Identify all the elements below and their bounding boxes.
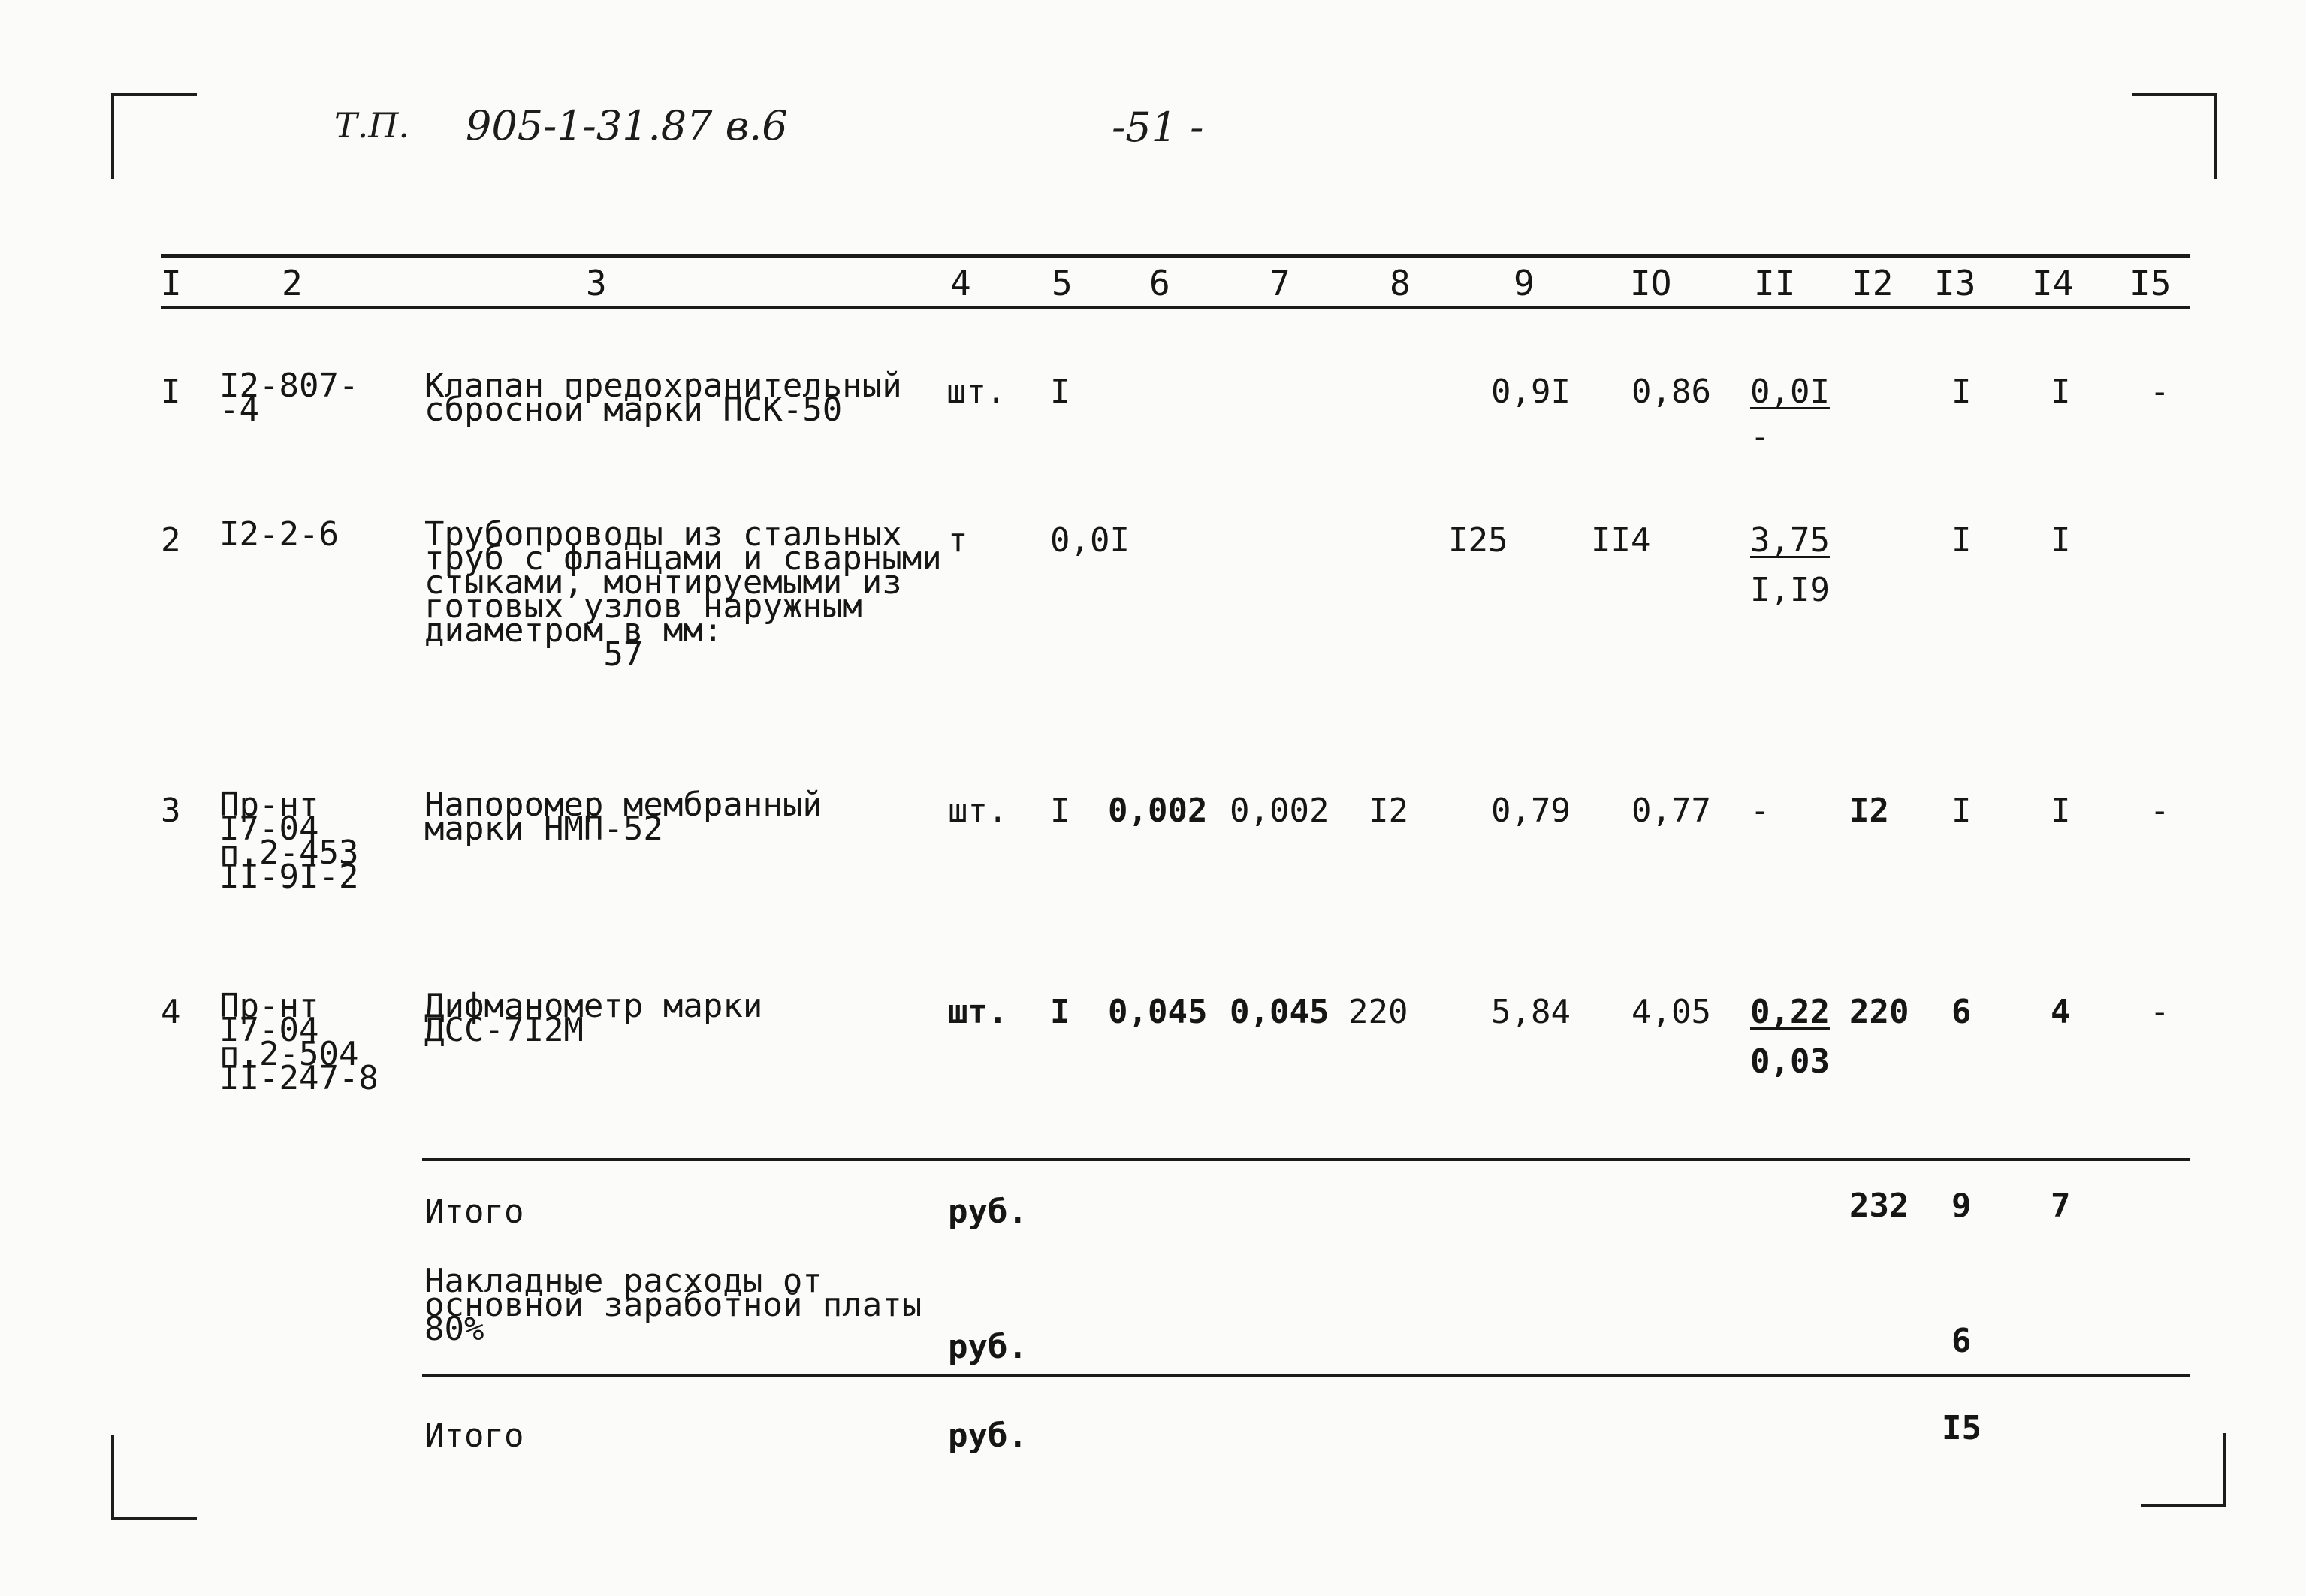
grand-total-c13: I5 [1942, 1409, 1982, 1447]
corner-mark-bottom-left [111, 1435, 197, 1520]
row-c5: I [1050, 993, 1070, 1031]
row-c8: I2 [1369, 792, 1408, 830]
row-code: Пр-нт I7-04 п.2-453 II-9I-2 [219, 786, 359, 896]
grand-total-unit: руб. [948, 1416, 1028, 1455]
row-c5: 0,0I [1050, 521, 1130, 560]
col-header-4: 4 [950, 263, 971, 303]
col-header-2: 2 [282, 263, 303, 303]
col-header-6: 6 [1149, 263, 1170, 303]
row-c10: II4 [1591, 521, 1651, 560]
row-c11-top: 0,0I [1750, 373, 1830, 411]
overhead-c13: 6 [1951, 1322, 1972, 1360]
col-header-12: I2 [1852, 263, 1894, 303]
row-c5: I [1050, 373, 1070, 411]
row-code: I2-807- -4 [219, 367, 359, 429]
row-c13: 6 [1951, 993, 1972, 1031]
row-c11-bottom: 0,03 [1750, 1042, 1830, 1081]
header-top-rule [161, 254, 2190, 258]
col-header-9: 9 [1514, 263, 1535, 303]
row-c15: - [2150, 373, 2170, 411]
row-unit: шт. [948, 993, 1008, 1031]
row-c9: I25 [1448, 521, 1508, 560]
totals-c12: 232 [1849, 1187, 1909, 1225]
totals-label: Итого [424, 1193, 524, 1231]
row-unit: шт. [948, 792, 1008, 830]
row-c12: 220 [1849, 993, 1909, 1031]
row-c14: I [2051, 373, 2071, 411]
row-unit: т [948, 521, 968, 560]
row-unit: шт. [946, 373, 1007, 411]
doc-code: 905-1-31.87 в.6 [466, 102, 788, 149]
row-c10: 4,05 [1631, 993, 1711, 1031]
totals-mid-rule [422, 1374, 2190, 1377]
row-name: Напоромер мембранный марки НМП-52 [424, 786, 822, 848]
row-c11-bottom: - [1750, 418, 1770, 456]
totals-c13: 9 [1951, 1187, 1972, 1225]
row-c9: 5,84 [1491, 993, 1571, 1031]
row-c11-bottom: I,I9 [1750, 571, 1830, 609]
row-code: Пр-нт I7-04 п.2-504 II-247-8 [219, 987, 379, 1097]
totals-unit: руб. [948, 1193, 1028, 1231]
row-c14: I [2051, 521, 2071, 560]
row-c14: 4 [2051, 993, 2071, 1031]
row-name: Дифманометр марки ДСС-7I2М [424, 987, 763, 1049]
row-c7: 0,002 [1230, 792, 1330, 830]
row-name: Клапан предохранительный сбросной марки ПСК-50 [424, 367, 902, 429]
row-c6: 0,002 [1108, 792, 1208, 830]
col-header-5: 5 [1052, 263, 1073, 303]
col-header-14: I4 [2032, 263, 2074, 303]
row-number: 3 [161, 792, 181, 830]
row-number: I [161, 373, 181, 411]
corner-mark-bottom-right [2141, 1433, 2226, 1507]
row-c11-top: - [1750, 792, 1770, 830]
row-c11-top: 0,22 [1750, 993, 1830, 1031]
col-header-7: 7 [1269, 263, 1290, 303]
overhead-unit: руб. [948, 1328, 1028, 1366]
row-c10: 0,77 [1631, 792, 1711, 830]
row-c5: I [1050, 792, 1070, 830]
overhead-label: Накладные расходы от основной заработной платы 80% [424, 1262, 922, 1348]
row-c9: 0,79 [1491, 792, 1571, 830]
doc-code-prefix: Т.П. [334, 105, 410, 146]
col-header-10: IO [1630, 263, 1672, 303]
row-c15: - [2150, 993, 2170, 1031]
col-header-11: II [1754, 263, 1796, 303]
row-c8: 220 [1348, 993, 1408, 1031]
col-header-3: 3 [586, 263, 607, 303]
row-c15: - [2150, 792, 2170, 830]
row-c13: I [1951, 373, 1972, 411]
row-number: 2 [161, 521, 181, 560]
corner-mark-top-left [111, 93, 197, 179]
row-c13: I [1951, 521, 1972, 560]
row-code: I2-2-6 [219, 515, 339, 554]
corner-mark-top-right [2132, 93, 2217, 179]
col-header-15: I5 [2129, 263, 2172, 303]
page-number: -51 - [1112, 104, 1204, 151]
row-name: Трубопроводы из стальных труб с фланцами и сварными стыками, монтируемыми из готовых узлов наружным диаметром в мм: 57 [424, 515, 942, 674]
row-c11-top: 3,75 [1750, 521, 1830, 560]
col-header-1: I [161, 263, 182, 303]
row-c9: 0,9I [1491, 373, 1571, 411]
row-number: 4 [161, 993, 181, 1031]
col-header-13: I3 [1934, 263, 1976, 303]
row-c6: 0,045 [1108, 993, 1208, 1031]
col-header-8: 8 [1390, 263, 1411, 303]
totals-top-rule [422, 1158, 2190, 1161]
grand-total-label: Итого [424, 1416, 524, 1455]
totals-c14: 7 [2051, 1187, 2071, 1225]
row-c10: 0,86 [1631, 373, 1711, 411]
row-c14: I [2051, 792, 2071, 830]
row-c7: 0,045 [1230, 993, 1330, 1031]
row-c12: I2 [1849, 792, 1889, 830]
header-bottom-rule [161, 306, 2190, 309]
row-c13: I [1951, 792, 1972, 830]
